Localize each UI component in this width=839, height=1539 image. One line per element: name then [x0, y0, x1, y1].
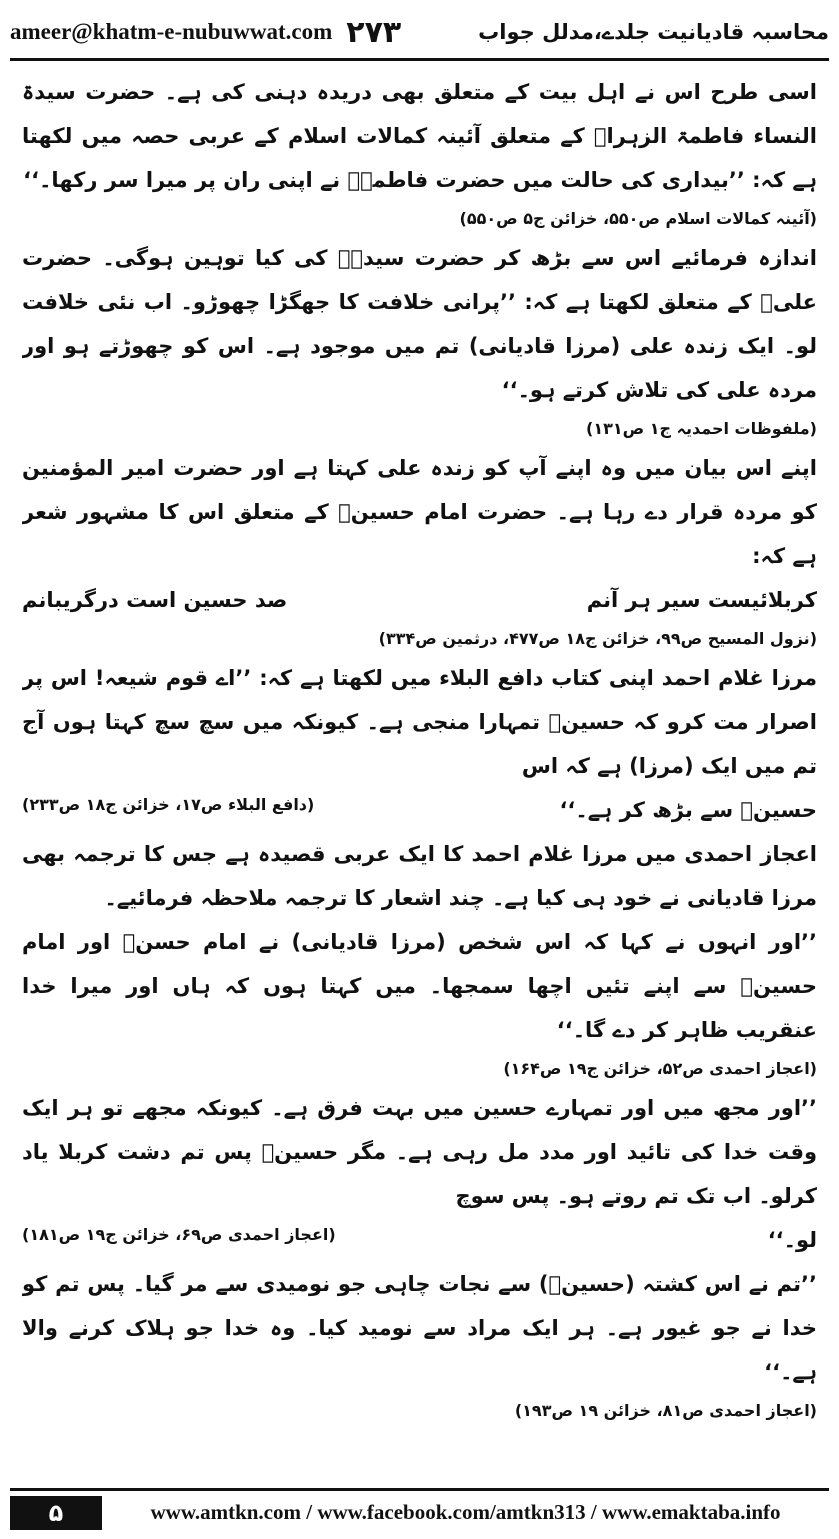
- reference-2: (ملفوظات احمدیہ ج۱ ص۱۳۱): [586, 419, 817, 438]
- paragraph-6: ’’اور انہوں نے کہا کہ اس شخص (مرزا قادیانی) نے امام حسنؓ اور امام حسینؓ سے اپنے تئیں اچھا سمجھا۔ میں کہتا ہوں کہ ہاں اور میرا خدا عنقریب ظاہر کر دے گا۔‘‘: [22, 930, 817, 1042]
- header-divider: [10, 58, 829, 61]
- header-email[interactable]: ameer@khatm-e-nubuwwat.com: [10, 19, 333, 44]
- page-content: [22, 70, 817, 1481]
- verse-first-hemistich: کربلائیست سیر ہر آنم: [586, 588, 817, 612]
- paragraph-4-end: حسینؓ سے بڑھ کر ہے۔‘‘: [559, 798, 817, 822]
- verse-second-hemistich: صد حسین است درگریبانم: [22, 588, 288, 612]
- paragraph-7-end-line: [22, 1218, 817, 1262]
- footer-links[interactable]: www.amtkn.com / www.facebook.com/amtkn313 / www.emaktaba.info: [150, 1500, 781, 1524]
- persian-verse: [22, 578, 817, 622]
- reference-6: (اعجاز احمدی ص۶۹، خزائن ج۱۹ ص۱۸۱): [22, 1225, 336, 1244]
- paragraph-4: مرزا غلام احمد اپنی کتاب دافع البلاء میں لکھتا ہے کہ: ’’اے قوم شیعہ! اس پر اصرار مت کرو کہ حسینؓ تمہارا منجی ہے۔ کیونکہ میں سچ سچ کہتا ہوں آج تم میں ایک (مرزا) ہے کہ اس: [22, 666, 817, 778]
- paragraph-3: اپنے اس بیان میں وہ اپنے آپ کو زندہ علی کہتا ہے اور حضرت امیر المؤمنین کو مردہ قرار دے رہا ہے۔ حضرت امام حسینؓ کے متعلق اس کا مشہور شعر ہے کہ:: [22, 456, 817, 568]
- paragraph-4-end-line: [22, 788, 817, 832]
- reference-1: (آئینہ کمالات اسلام ص۵۵۰، خزائن ج۵ ص۵۵۰): [459, 209, 817, 228]
- paragraph-7-end: لو۔‘‘: [767, 1228, 817, 1252]
- book-title: محاسبہ قادیانیت جلدے،مدلل جواب: [478, 20, 829, 44]
- paragraph-1: اسی طرح اس نے اہل بیت کے متعلق بھی دریدہ دہنی کی ہے۔ حضرت سیدۃ النساء فاطمۃ الزہراؓ کے متعلق آئینہ کمالات اسلام کے عربی حصہ میں لکھتا ہے کہ: ’’بیداری کی حالت میں حضرت فاطمہؓ نے اپنی ران پر میرا سر رکھا۔‘‘: [22, 80, 817, 192]
- paragraph-5: اعجاز احمدی میں مرزا غلام احمد کا ایک عربی قصیدہ ہے جس کا ترجمہ بھی مرزا قادیانی نے خود ہی کیا ہے۔ چند اشعار کا ترجمہ ملاحظہ فرمائیے۔: [22, 842, 817, 910]
- reference-7: (اعجاز احمدی ص۸۱، خزائن ۱۹ ص۱۹۳): [514, 1401, 817, 1420]
- page-number: ۲۷۳: [346, 14, 402, 50]
- paragraph-8: ’’تم نے اس کشتہ (حسینؓ) سے نجات چاہی جو نومیدی سے مر گیا۔ پس تم کو خدا نے جو غیور ہے۔ ہر ایک مراد سے نومید کیا۔ وہ خدا جو ہلاک کرنے والا ہے۔‘‘: [22, 1272, 817, 1384]
- reference-5: (اعجاز احمدی ص۵۲، خزائن ج۱۹ ص۱۶۴): [503, 1059, 817, 1078]
- paragraph-7: ’’اور مجھ میں اور تمہارے حسین میں بہت فرق ہے۔ کیونکہ مجھے تو ہر ایک وقت خدا کی تائید اور مدد مل رہی ہے۔ مگر حسینؓ پس تم دشت کربلا یاد کرلو۔ اب تک تم روتے ہو۔ پس سوچ: [22, 1096, 817, 1208]
- footer-page-box: ۵: [10, 1496, 102, 1530]
- reference-4: (دافع البلاء ص۱۷، خزائن ج۱۸ ص۲۳۳): [22, 795, 315, 814]
- paragraph-2: اندازہ فرمائیے اس سے بڑھ کر حضرت سیدۃؓ کی کیا توہین ہوگی۔ حضرت علیؓ کے متعلق لکھتا ہے کہ: ’’پرانی خلافت کا جھگڑا چھوڑو۔ اب نئی خلافت لو۔ ایک زندہ علی (مرزا قادیانی) تم میں موجود ہے۔ اس کو چھوڑتے ہو اور مردہ علی کی تلاش کرتے ہو۔‘‘: [22, 246, 817, 402]
- page-header: [10, 8, 829, 56]
- page-footer: [10, 1488, 829, 1531]
- reference-3: (نزول المسیح ص۹۹، خزائن ج۱۸ ص۴۷۷، درثمین ص۳۳۴): [378, 629, 817, 648]
